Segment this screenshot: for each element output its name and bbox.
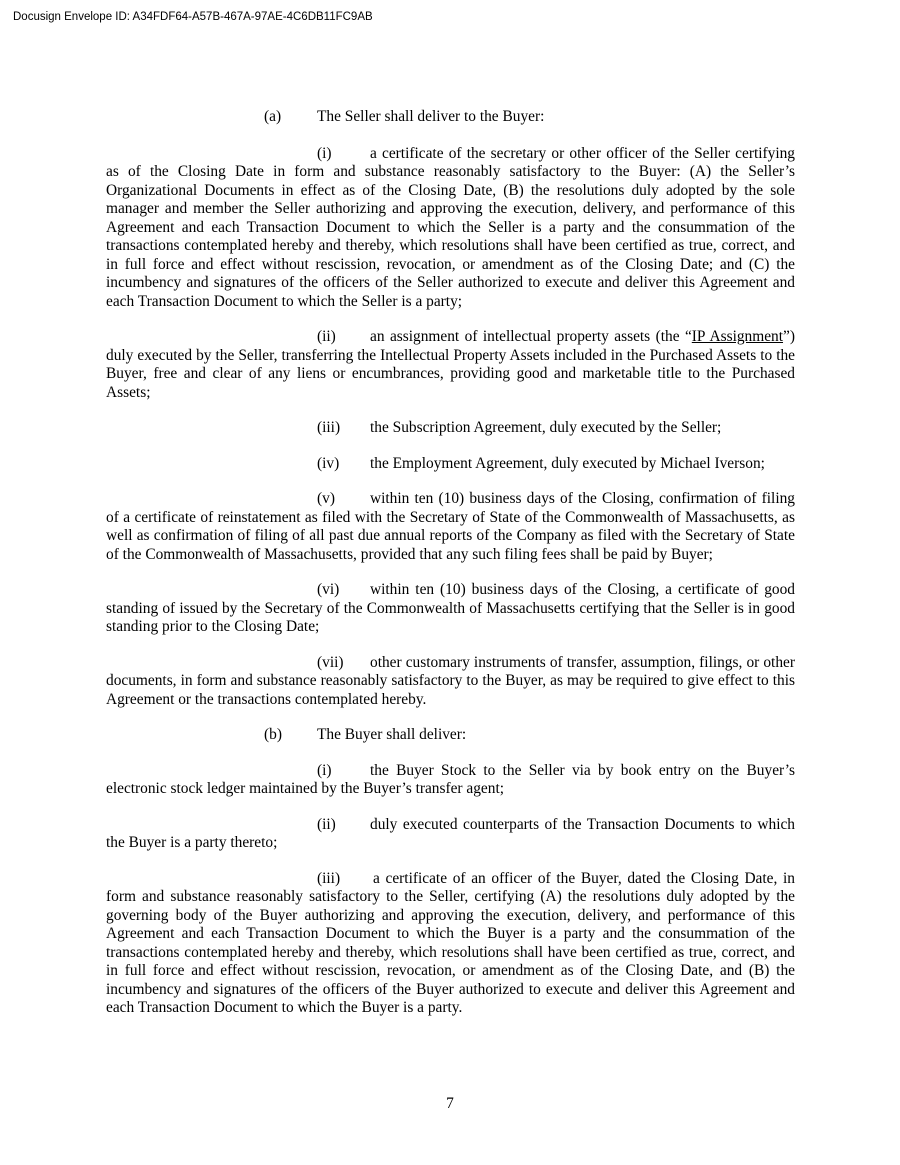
item-marker: (iii) — [317, 869, 341, 887]
item-text-after: ”) duly executed by the Seller, transferring the Intellectual Property Assets included in the Purchased Assets to the Buyer, free and clear of any liens or encumbrances, providing good and marketable title to the Purchased Assets; — [106, 328, 795, 401]
section-a-item — [106, 419, 795, 438]
item-text: within ten (10) business days of the Closing, confirmation of filing of a certificate of reinstatement as filed with the Secretary of State of the Commonwealth of Massachusetts, as well as confirmation of filing of all past due annual reports of the Company as filed with the Secretary of State of the Commonwealth of Massachusetts, provided that any such filing fees shall be paid by Buyer; — [106, 490, 795, 563]
section-a-heading — [106, 108, 795, 127]
item-marker: (iii) — [317, 419, 341, 436]
section-b-marker: (b) — [264, 726, 282, 743]
item-marker: (ii) — [317, 328, 336, 345]
item-text: the Buyer Stock to the Seller via by book entry on the Buyer’s electronic stock ledger maintained by the Buyer’s transfer agent; — [106, 761, 795, 797]
item-marker: (vi) — [317, 581, 340, 598]
item-marker: (v) — [317, 490, 335, 507]
item-text: a certificate of an officer of the Buyer, dated the Closing Date, in form and substance reasonably satisfactory to the Seller, certifying (A) the resolutions duly adopted by the governing body of the Buyer authorizing and approving the execution, delivery, and performance of this Agreement and each Transaction Document to which the Buyer is a party and the consummation of the transactions contemplated hereby and thereby, which resolutions shall have been certified as true, correct, and in full force and effect without rescission, revocation, or amendment as of the Closing Date, and (B) the incumbency and signatures of the officers of the Buyer authorized to execute and deliver this Agreement and each Transaction Document to which the Buyer is a party. — [106, 869, 795, 1016]
item-marker: (i) — [317, 761, 332, 779]
section-b-item — [106, 762, 795, 799]
section-a-item — [106, 455, 795, 474]
section-b-heading-text: The Buyer shall deliver: — [317, 726, 467, 743]
section-a-item — [106, 490, 795, 564]
item-marker: (iv) — [317, 454, 340, 472]
item-marker: (vii) — [317, 653, 344, 671]
section-a-item — [106, 328, 795, 402]
section-a-item — [106, 654, 795, 710]
item-text-before: an assignment of intellectual property assets (the “ — [370, 328, 692, 345]
item-text: within ten (10) business days of the Closing, a certificate of good standing of issued by the Secretary of the Commonwealth of Massachusetts certifying that the Seller is in good standing prior to the Closing Date; — [106, 581, 795, 635]
item-text: a certificate of the secretary or other officer of the Seller certifying as of the Closing Date in form and substance reasonably satisfactory to the Buyer: (A) the Seller’s Organizational Documents in effect as of the Closing Date, (B) the resolutions duly adopted by the sole manager and member the Seller authorizing and approving the execution, delivery, and performance of this Agreement and each Transaction Document to which the Seller is a party and the consummation of the transactions contemplated hereby and thereby, which resolutions shall have been certified as true, correct, and in full force and effect without rescission, revocation, or amendment as of the Closing Date; and (C) the incumbency and signatures of the officers of the Seller authorized to execute and deliver this Agreement and each Transaction Document to which the Seller is a party; — [106, 144, 795, 310]
document-body — [106, 108, 795, 1018]
item-marker: (i) — [317, 144, 332, 162]
section-a-marker: (a) — [264, 108, 282, 125]
section-b-item — [106, 816, 795, 853]
section-b-heading — [106, 726, 795, 745]
ip-assignment-defined-term: IP Assignment — [691, 328, 784, 345]
item-marker: (ii) — [317, 815, 336, 833]
section-b-item — [106, 870, 795, 1018]
section-a-heading-text: The Seller shall deliver to the Buyer: — [317, 108, 545, 125]
item-text: other customary instruments of transfer, assumption, filings, or other documents, in form and substance reasonably satisfactory to the Buyer, as may be required to give effect to this Agreement or the transactions contemplated hereby. — [106, 653, 795, 708]
section-a-item — [106, 145, 795, 312]
page-number: 7 — [446, 1095, 454, 1112]
section-a-item — [106, 581, 795, 637]
item-text: duly executed counterparts of the Transaction Documents to which the Buyer is a party thereto; — [106, 815, 795, 851]
envelope-id: Docusign Envelope ID: A34FDF64-A57B-467A-97AE-4C6DB11FC9AB — [13, 11, 373, 23]
item-text: the Employment Agreement, duly executed by Michael Iverson; — [370, 454, 765, 472]
item-text: the Subscription Agreement, duly executed by the Seller; — [370, 419, 722, 436]
